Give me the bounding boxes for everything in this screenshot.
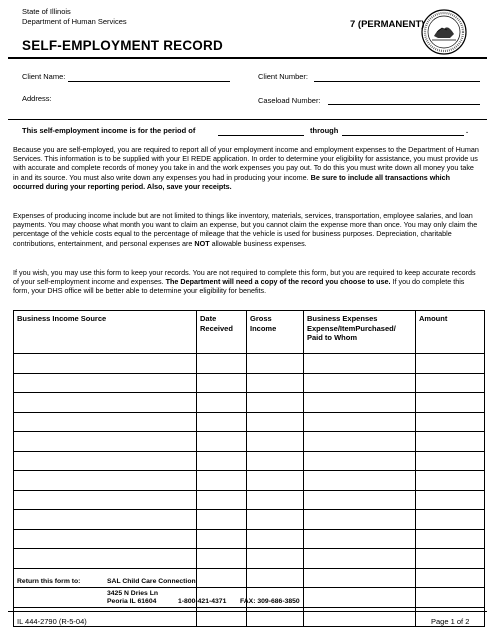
cell-income-source[interactable] xyxy=(14,432,197,452)
cell-gross-income[interactable] xyxy=(247,529,304,549)
paragraph-2-text: Expenses of producing income include but are not limited to things like inventory, materials, services, transportation, employee salaries, and loan payments. You may choose what month you want to claim an expense, but you cannot claim the expense more than once. You may only claim the percentage of the vehicle costs equal to the percentage of mileage that the vehicle is used for business purposes. Depreciation, charitable contributions, entertainment, and personal expenses are xyxy=(13,211,478,248)
cell-date-received[interactable] xyxy=(197,529,247,549)
return-phone: 1-800-421-4371 xyxy=(178,598,227,605)
client-divider xyxy=(8,119,487,120)
cell-amount[interactable] xyxy=(416,510,485,530)
table-header-row xyxy=(14,311,485,354)
cell-date-received[interactable] xyxy=(197,412,247,432)
cell-business-expenses[interactable] xyxy=(304,471,416,491)
page-title: SELF-EMPLOYMENT RECORD xyxy=(22,38,223,53)
paragraph-1-emphasis: Be sure to include all transactions which occurred during your reporting period. Also, save your receipts. xyxy=(13,172,451,191)
cell-income-source[interactable] xyxy=(14,393,197,413)
cell-gross-income[interactable] xyxy=(247,549,304,569)
cell-amount[interactable] xyxy=(416,412,485,432)
page-number: Page 1 of 2 xyxy=(431,617,470,626)
cell-date-received[interactable] xyxy=(197,510,247,530)
cell-business-expenses[interactable] xyxy=(304,607,416,627)
instructions-paragraph-1 xyxy=(13,145,479,191)
agency-department: Department of Human Services xyxy=(22,16,127,26)
cell-amount[interactable] xyxy=(416,588,485,608)
header-divider xyxy=(8,57,487,59)
cell-business-expenses[interactable] xyxy=(304,490,416,510)
caseload-number-field[interactable] xyxy=(328,104,480,105)
cell-income-source[interactable] xyxy=(14,529,197,549)
table-row xyxy=(14,451,485,471)
cell-income-source[interactable] xyxy=(14,451,197,471)
column-header-amount: Amount xyxy=(416,311,485,354)
paragraph-1-text: Because you are self-employed, you are required to report all of your employment income and employment expenses to the Department of Human Services. This information is to be supplied with your EI REDE application. In order to determine your eligibility for assistance, you must provide us with accurate and complete records of money you take in and the work expenses you pay out. To do this you must write down all money you take in and its source. You must also write down any expenses you had in producing your income. xyxy=(13,145,479,182)
column-header-date-received: Date Received xyxy=(197,311,247,354)
cell-business-expenses[interactable] xyxy=(304,451,416,471)
cell-amount[interactable] xyxy=(416,451,485,471)
table-row xyxy=(14,510,485,530)
address-label: Address: xyxy=(22,94,52,103)
cell-gross-income[interactable] xyxy=(247,412,304,432)
paragraph-2-tail: allowable business expenses. xyxy=(211,238,307,248)
cell-business-expenses[interactable] xyxy=(304,432,416,452)
cell-amount[interactable] xyxy=(416,471,485,491)
cell-gross-income[interactable] xyxy=(247,510,304,530)
cell-income-source[interactable] xyxy=(14,412,197,432)
return-street: 3425 N Dries Ln xyxy=(107,590,158,597)
client-name-field[interactable] xyxy=(68,81,230,82)
cell-amount[interactable] xyxy=(416,354,485,374)
return-label: Return this form to: xyxy=(17,578,81,585)
cell-date-received[interactable] xyxy=(197,393,247,413)
cell-amount[interactable] xyxy=(416,432,485,452)
table-row xyxy=(14,373,485,393)
period-start-field[interactable] xyxy=(218,135,304,136)
cell-gross-income[interactable] xyxy=(247,451,304,471)
cell-business-expenses[interactable] xyxy=(304,510,416,530)
period-through: through xyxy=(310,126,339,135)
cell-amount[interactable] xyxy=(416,373,485,393)
cell-date-received[interactable] xyxy=(197,549,247,569)
table-row xyxy=(14,412,485,432)
cell-income-source[interactable] xyxy=(14,588,197,608)
table-row xyxy=(14,549,485,569)
income-record-table xyxy=(13,310,485,627)
cell-business-expenses[interactable] xyxy=(304,549,416,569)
return-city: Peoria IL 61604 xyxy=(107,598,157,605)
cell-gross-income[interactable] xyxy=(247,607,304,627)
cell-amount[interactable] xyxy=(416,490,485,510)
cell-income-source[interactable] xyxy=(14,490,197,510)
cell-amount[interactable] xyxy=(416,393,485,413)
cell-amount[interactable] xyxy=(416,529,485,549)
column-header-income-source: Business Income Source xyxy=(14,311,197,354)
period-end-field[interactable] xyxy=(342,135,464,136)
cell-gross-income[interactable] xyxy=(247,393,304,413)
client-name-label: Client Name: xyxy=(22,72,66,81)
period-end-mark: . xyxy=(466,126,469,135)
cell-gross-income[interactable] xyxy=(247,471,304,491)
instructions-paragraph-2 xyxy=(13,211,479,248)
table-row xyxy=(14,393,485,413)
cell-business-expenses[interactable] xyxy=(304,393,416,413)
cell-gross-income[interactable] xyxy=(247,354,304,374)
cell-business-expenses[interactable] xyxy=(304,354,416,374)
caseload-number-label: Caseload Number: xyxy=(258,96,321,105)
illinois-state-seal-icon xyxy=(420,8,468,56)
agency-block xyxy=(22,7,127,26)
paragraph-2-not: NOT xyxy=(194,238,210,248)
table-row xyxy=(14,490,485,510)
cell-income-source[interactable] xyxy=(14,471,197,491)
cell-gross-income[interactable] xyxy=(247,432,304,452)
cell-income-source[interactable] xyxy=(14,510,197,530)
cell-business-expenses[interactable] xyxy=(304,373,416,393)
table-row xyxy=(14,471,485,491)
cell-business-expenses[interactable] xyxy=(304,412,416,432)
table-body xyxy=(14,354,485,627)
instructions-paragraph-3 xyxy=(13,268,479,296)
cell-date-received[interactable] xyxy=(197,490,247,510)
table-row xyxy=(14,354,485,374)
column-header-gross-income: Gross Income xyxy=(247,311,304,354)
paragraph-3-tail: If you do complete this form, your DHS office will be better able to determine your eligibility for benefits. xyxy=(13,277,465,296)
return-fax: FAX: 309-686-3850 xyxy=(240,598,300,605)
table-row xyxy=(14,529,485,549)
footer-divider xyxy=(8,611,487,612)
cell-date-received[interactable] xyxy=(197,568,247,588)
period-intro: This self-employment income is for the period of xyxy=(22,126,196,135)
cell-gross-income[interactable] xyxy=(247,490,304,510)
column-header-business-expenses: Business Expenses Expense/ItemPurchased/ Paid to Whom xyxy=(304,311,416,354)
agency-state: State of Illinois xyxy=(22,7,71,16)
paragraph-3-emphasis: The Department will need a copy of the record you choose to use. xyxy=(165,277,391,287)
cell-date-received[interactable] xyxy=(197,354,247,374)
cell-business-expenses[interactable] xyxy=(304,529,416,549)
client-number-label: Client Number: xyxy=(258,72,309,81)
cell-income-source[interactable] xyxy=(14,549,197,569)
cell-business-expenses[interactable] xyxy=(304,588,416,608)
cell-gross-income[interactable] xyxy=(247,568,304,588)
form-id: IL 444-2790 (R-5-04) xyxy=(17,617,87,626)
cell-amount[interactable] xyxy=(416,568,485,588)
table-row xyxy=(14,568,485,588)
cell-income-source[interactable] xyxy=(14,354,197,374)
cell-date-received[interactable] xyxy=(197,373,247,393)
cell-date-received[interactable] xyxy=(197,432,247,452)
cell-date-received[interactable] xyxy=(197,607,247,627)
form-code: 7 (PERMANENT) xyxy=(350,19,425,30)
client-number-field[interactable] xyxy=(314,81,480,82)
cell-amount[interactable] xyxy=(416,549,485,569)
cell-date-received[interactable] xyxy=(197,471,247,491)
cell-gross-income[interactable] xyxy=(247,373,304,393)
cell-date-received[interactable] xyxy=(197,451,247,471)
table-row xyxy=(14,432,485,452)
paragraph-3-text: If you wish, you may use this form to keep your records. You are not required to complete this form, but you are required to keep accurate records of your self-employment income and expenses. xyxy=(13,268,476,287)
cell-business-expenses[interactable] xyxy=(304,568,416,588)
return-org: SAL Child Care Connection xyxy=(107,578,196,585)
cell-income-source[interactable] xyxy=(14,373,197,393)
